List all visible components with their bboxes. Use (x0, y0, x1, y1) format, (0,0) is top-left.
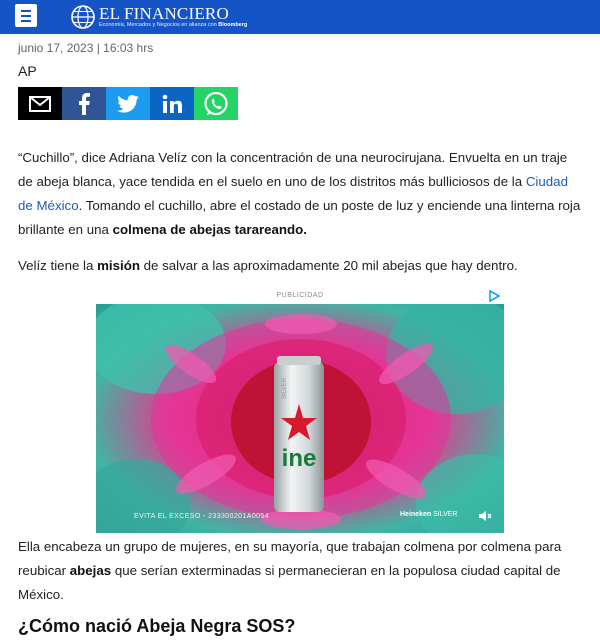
share-whatsapp-button[interactable] (194, 87, 238, 120)
share-linkedin-button[interactable] (150, 87, 194, 120)
site-logo[interactable] (70, 2, 247, 32)
paragraph-2: Velíz tiene la misión de salvar a las aproximadamente 20 mil abejas que hay dentro. (18, 258, 518, 273)
article-author: AP (18, 63, 37, 79)
section-heading: ¿Cómo nació Abeja Negra SOS? (18, 616, 296, 636)
ad-can-side-text: SILVER (282, 378, 288, 399)
ad-label: PUBLICIDAD (276, 292, 324, 299)
whatsapp-icon (203, 91, 229, 117)
share-email-button[interactable] (18, 87, 62, 120)
share-bar (18, 87, 238, 120)
ad-brand-logo: Heineken SILVER (400, 511, 458, 518)
logo-tagline: Economía, Mercados y Negocios en alianza con Bloomberg (99, 22, 248, 28)
globe-icon (70, 4, 96, 30)
paragraph-3: Ella encabeza un grupo de mujeres, en su mayoría, que trabajan colmena por colmena para reubicar abejas que serían exterminadas si permanecieran en la populosa ciudad capital de México. (18, 539, 562, 602)
mute-icon[interactable] (478, 510, 492, 522)
ad-video-frame (96, 304, 504, 533)
top-navigation-bar (0, 0, 600, 34)
email-icon (29, 96, 51, 112)
ad-warning-text: EVITA EL EXCESO - 233300201A0054 (134, 513, 269, 520)
linkedin-icon (162, 94, 182, 114)
twitter-icon (117, 95, 139, 113)
share-facebook-button[interactable] (62, 87, 106, 120)
facebook-icon (78, 93, 90, 115)
ad-can-text: ine (281, 445, 317, 472)
share-twitter-button[interactable] (106, 87, 150, 120)
video-advertisement[interactable] (96, 304, 504, 533)
ciudad-de-mexico-link[interactable]: Ciudad de México (18, 174, 568, 213)
hamburger-menu-icon[interactable] (15, 4, 37, 27)
logo-name: EL FINANCIERO (99, 4, 229, 23)
article-date: junio 17, 2023 | 16:03 hrs (18, 41, 154, 55)
paragraph-1: “Cuchillo”, dice Adriana Velíz con la concentración de una neurocirujana. Envuelta en un traje de abeja blanca, yace tendida en el suelo en uno de los distritos más bulliciosos de la Ciudad de México. Tomando el cuchillo, abre el costado de un poste de luz y enciende una linterna roja brillante en una colmena de abejas tarareando. (18, 150, 581, 237)
ad-choices-icon[interactable] (488, 290, 500, 302)
